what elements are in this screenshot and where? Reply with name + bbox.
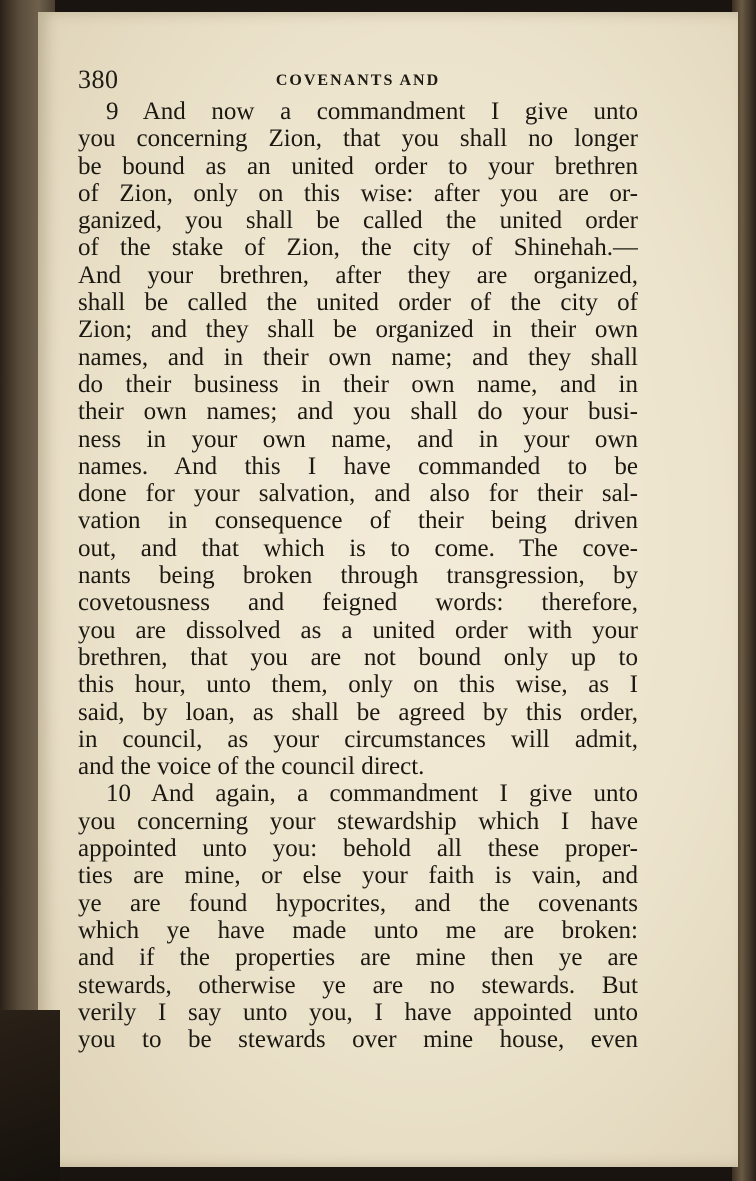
paragraph-9 bbox=[78, 98, 638, 780]
text-line: brethren, that you are not bound only up to bbox=[78, 643, 638, 671]
paragraph-10 bbox=[78, 780, 638, 1053]
text-line: ties are mine, or else your faith is vain, and bbox=[78, 862, 638, 890]
text-line: you are dissolved as a united order with your bbox=[78, 616, 638, 644]
text-line: in council, as your circumstances will admit, bbox=[78, 725, 638, 753]
text-line: their own names; and you shall do your busi- bbox=[78, 398, 638, 426]
text-line: appointed unto you: behold all these proper- bbox=[78, 835, 638, 863]
text-line: ganized, you shall be called the united order bbox=[78, 207, 638, 235]
text-line: names, and in their own name; and they shall bbox=[78, 343, 638, 371]
text-line: done for your salvation, and also for their sal- bbox=[78, 480, 638, 508]
text-line: out, and that which is to come. The cove- bbox=[78, 534, 638, 562]
text-line: and if the properties are mine then ye are bbox=[78, 944, 638, 972]
text-line: And your brethren, after they are organized, bbox=[78, 261, 638, 289]
text-line: ye are found hypocrites, and the covenants bbox=[78, 889, 638, 917]
text-line: covetousness and feigned words: therefore, bbox=[78, 589, 638, 617]
text-line: Zion; and they shall be organized in their own bbox=[78, 316, 638, 344]
text-line: said, by loan, as shall be agreed by this order, bbox=[78, 698, 638, 726]
text-line: and the voice of the council direct. bbox=[78, 753, 425, 781]
text-line: you concerning Zion, that you shall no longer bbox=[78, 125, 638, 153]
text-line: of Zion, only on this wise: after you are or- bbox=[78, 179, 638, 207]
text-line: 9 And now a commandment I give unto bbox=[106, 98, 638, 125]
text-line: do their business in their own name, and in bbox=[78, 370, 638, 398]
text-line: stewards, otherwise ye are no stewards. But bbox=[78, 971, 638, 999]
text-line: nants being broken through transgression, by bbox=[78, 562, 638, 590]
text-line: you concerning your stewardship which I have bbox=[78, 807, 638, 835]
text-line: names. And this I have commanded to be bbox=[78, 452, 638, 480]
text-line: of the stake of Zion, the city of Shinehah.— bbox=[78, 234, 638, 262]
page-number: 380 bbox=[78, 65, 119, 94]
text-line: 10 And again, a commandment I give unto bbox=[106, 780, 638, 808]
text-line: be bound as an united order to your brethren bbox=[78, 152, 638, 180]
text-line: vation in consequence of their being driven bbox=[78, 507, 638, 535]
text-line: this hour, unto them, only on this wise, as I bbox=[78, 671, 638, 699]
text-line: shall be called the united order of the city of bbox=[78, 289, 638, 317]
text-line: which ye have made unto me are broken: bbox=[78, 916, 638, 944]
text-line: verily I say unto you, I have appointed unto bbox=[78, 998, 638, 1026]
running-head: COVENANTS AND bbox=[275, 72, 441, 89]
book-cover-corner bbox=[0, 1010, 60, 1181]
text-line: you to be stewards over mine house, even bbox=[78, 1026, 638, 1054]
text-line: ness in your own name, and in your own bbox=[78, 425, 638, 453]
body-text bbox=[78, 98, 638, 1053]
